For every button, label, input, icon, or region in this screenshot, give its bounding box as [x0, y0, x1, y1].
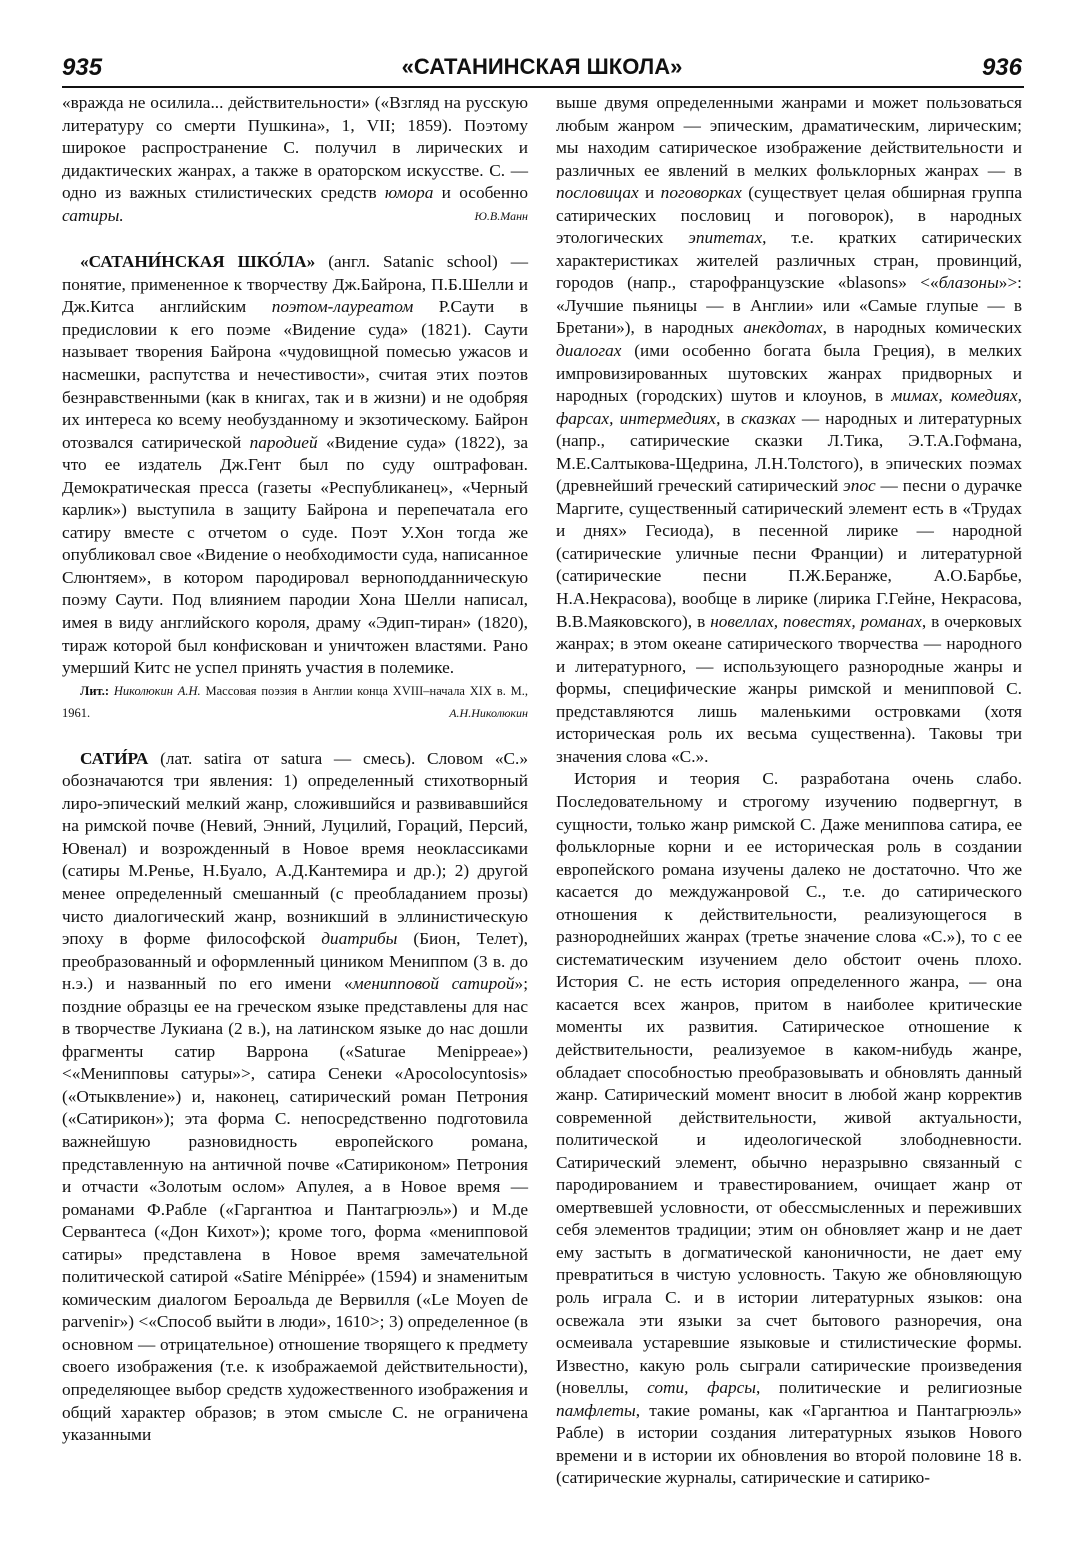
- text: , политические и религиозные: [756, 1378, 1023, 1398]
- term-link: сказках: [740, 408, 796, 428]
- running-title: «САТАНИНСКАЯ ШКОЛА»: [401, 54, 683, 79]
- page-number-right: 936: [981, 54, 1022, 81]
- term-link: поговорках: [660, 183, 742, 203]
- lit-text: Массовая поэзия в Англии конца XVIII–начала XIX в. М., 1961.: [62, 683, 528, 720]
- term-link: эпитетах: [688, 228, 763, 248]
- text: »>: «Лучшие пьяницы — в Англии» или «Самые глупые — в Бретани»), в народных: [556, 273, 1022, 338]
- entry-heading: «САТАНИ́НСКАЯ ШКО́ЛА»: [80, 252, 316, 272]
- paragraph-history-theory: [556, 768, 1022, 1490]
- text: (англ. Satanic school) — понятие, примененное к творчеству Дж.Байрона, П.Б.Шелли и Дж.Китса английским: [62, 252, 528, 317]
- text: — народных и литературных (напр., сатирические сказки Л.Тика, Э.Т.А.Гофмана, М.Е.Салтыкова-Щедрина, Л.Н.Толстого), в эпических поэмах (древнейший греческий сатирический: [556, 408, 1022, 496]
- text: и: [638, 183, 661, 203]
- lit-author: Николюкин А.Н.: [109, 683, 201, 698]
- term-link: юмора: [384, 183, 434, 203]
- term-link: диалогах: [556, 341, 622, 361]
- text: »; поздние образцы ее на греческом языке представлены для нас в творчестве Лукиана (2 в.), на латинском языке до нас дошли фрагменты сатир Варрона («Saturae Menippeae») <«Менипповы сатуры»>, сатира Сенеки «Apocolocyntosis» («Отыквление») и, наконец, сатирический роман Петрония («Сатирикон»); эта форма С. непосредственно подготовила важнейшую разновидность европейского романа, представленную на античной почве «Сатириконом» Петрония и отчасти «Золотым ослом» Апулея, а в Новое время — романами Ф.Рабле («Гаргантюа и Пантагрюэль») и М.де Сервантеса («Дон Кихот»); кроме того, форма «менипповой сатиры» представлена в Новое время замечательной политической сатирой «Satire Ménippée» (1594) и знаменитым комическим диалогом Бероальда де Вервилля («Le Moyen de parvenir») <«Способ выйти в люди», 1610>; 3) определенное (в основном — отрицательное) отношение творящего к предмету своего изображения (т.е. к изображаемой действительности), определяющее выбор средств художественного изображения и общий характер образов; в этом смысле С. не ограничена указанными: [62, 974, 528, 1445]
- text: Р.Саути в предисловии к его поэме «Видение суда» (1821). Саути называет творения Байрона «чудовищной помесью ужасов и насмешки, распутства и нечестивости», считая этих поэтов безнравственными (как в книгах, так и в жизни) и не одобряя их интереса ко всему необузданному и экзотическому. Байрон отозвался сатирической: [62, 297, 528, 452]
- paragraph-continued: [62, 92, 528, 227]
- entry-satanic-school: [62, 251, 528, 679]
- term-link: пародией: [249, 432, 318, 452]
- text: , в народных комических: [822, 318, 1022, 338]
- entry-heading: САТИ́РА: [80, 748, 149, 768]
- term-link: менипповой сатирой: [352, 974, 515, 994]
- term-link: поэтом-лауреатом: [271, 297, 414, 317]
- text: (существует целая обширная группа сатирических пословиц и поговорок), в народных этологических: [556, 183, 1023, 248]
- term-link: новеллах, повестях, романах: [710, 611, 922, 631]
- text: (лат. satira от satura — смесь). Словом «С.» обозначаются три явления: 1) определенный стихотворный лиро-эпический мелкий жанр, сложившийся и развивавшийся на римской почве (Невий, Энний, Луцилий, Гораций, Персий, Ювенал) и возрожденный в Новое время неоклассиками (сатиры М.Ренье, Н.Буало, А.Д.Кантемира и др.); 2) другой менее определенный смешанный (с преобладанием прозы) чисто диалогический жанр, возникший в эллинистическую эпоху в форме философской: [62, 748, 528, 949]
- left-column: [62, 92, 528, 1447]
- page-header: [62, 54, 1022, 94]
- term-link: блазоны: [938, 273, 999, 293]
- text: , в очерковых жанрах; в этом океане сатирического творчества — народного и литературного, — использующего разнородные жанры и формы, специфические жанры римской и менипповой С. представляются лишь маленькими островками (хотя историческая роль их весьма существенна). Таковы три значения слова «С.».: [556, 611, 1023, 766]
- text: «Видение суда» (1822), за что ее издатель Дж.Гент был по суду оштрафован. Демократическая пресса (газеты «Республиканец», «Черный карлик») выступила в защиту Байрона и перепечатала его сатиру вместе с отчетом о суде. Поэт У.Хон тогда же опубликовал свое «Видение о необходимости суда, написанное Слюнтяем», в котором пародировал верноподданническую поэму Саути. Под влиянием пародии Хона Шелли написал, имея в виду английского короля, драму «Эдип-тиран» (1820), тираж которой был конфискован и уничтожен властями. Рано умерший Китс не успел принять участия в полемике.: [62, 432, 528, 678]
- paragraph-continued: [556, 92, 1022, 768]
- page-number-left: 935: [62, 54, 103, 81]
- text: «вражда не осилила... действительности» («Взгляд на русскую литературу со смерти Пушкина», 1, VII; 1859). Поэтому широкое распространение С. получил в лирических и дидактических жанрах, а также в ораторском искусстве. С. — одно из важных стилистических средств: [62, 93, 528, 203]
- term-link: эпос: [843, 476, 876, 496]
- entry-satire: [62, 748, 528, 1447]
- text: (ими особенно богата была Греция), в мелких импровизированных шутовских жанрах придворных и народных (городских) шутов и клоунов, в: [556, 341, 1022, 406]
- text: , такие романы, как «Гаргантюа и Пантагрюэль» Рабле) в истории создания литературных языков Нового времени и в истории их обновления во второй половине 18 в. (сатирические журналы, сатирические и сатирико-: [556, 1400, 1022, 1488]
- text: , в: [716, 408, 741, 428]
- lit-label: Лит.:: [80, 683, 110, 698]
- text: выше двумя определенными жанрами и может пользоваться любым жанром — эпическим, драматическим, лирическим; мы находим сатирическое изображение действительности и различных ее явлений в мелких фольклорных жанрах — в: [556, 93, 1022, 180]
- term-link: памфлеты: [556, 1400, 636, 1420]
- text: и особенно: [433, 183, 528, 203]
- term-link: диатрибы: [321, 929, 398, 949]
- term-link: пословицах: [556, 183, 639, 203]
- text: История и теория С. разработана очень слабо. Последовательному и строгому изучению подвергнут, в сущности, только жанр римской С. Даже мениппова сатира, ее фольклорные корни и ее историческая роль в создании европейского романа изучены далеко не достаточно. Что же касается до междужанровой С., т.е. до сатирического отношения к действительности, реализующегося в разнороднейших жанрах (третье значение слова «С.»), то с ее систематическим изучением дело обстоит очень плохо. История С. не есть история определенного жанра, — она касается всех жанров, притом в наиболее критические моменты их развития. Сатирическое отношение к действительности, реализуемое в каком-нибудь жанре, обладает способностью преобразовывать и обновлять данный жанр. Сатирический момент вносит в любой жанр корректив современной действительности, живой актуальности, политической и идеологической злободневности. Сатирический элемент, обычно неразрывно связанный с пародированием и травестированием, очищает жанр от омертвевшей условности, от обессмысленных и переживших себя элементов традиции; этим он обновляет жанр и не дает ему застыть в догматической каноничности, не дает ему превратиться в чистую условность. Такую же обновляющую роль играла С. и в истории литературных языков: она освежала эти языки за счет бытового разноречия, она осмеивала устаревшие языковые и стилистические формы. Известно, какую роль сыграли сатирические произведения (новеллы,: [556, 769, 1022, 1398]
- right-column: [556, 92, 1022, 1490]
- literature-reference: [62, 680, 528, 724]
- header-rule: [62, 86, 1024, 88]
- term-link: сатиры.: [62, 205, 124, 225]
- author-signature: А.Н.Николюкин: [449, 705, 528, 720]
- author-signature: Ю.В.Манн: [474, 208, 528, 223]
- term-link: анекдотах: [743, 318, 823, 338]
- text: — песни о дурачке Маргите, существенный сатирический элемент есть в «Трудах и днях» Гесиода), в песенной лирике — народной (сатирические уличные песни Франции) и литературной (сатирические песни П.Ж.Беранже, А.О.Барбье, Н.А.Некрасова), вообще в лирике (лирика Г.Гейне, Некрасова, В.В.Маяковского), в: [556, 476, 1022, 631]
- text: , т.е. кратких сатирических характеристиках жителей различных стран, провинций, городов (напр., старофранцузские «blasons» <«: [556, 228, 1022, 293]
- text: (Бион, Телет), преобразованный и оформленный циником Мениппом (3 в. до н.э.) и названный по его имени «: [62, 929, 528, 994]
- term-link: мимах, комедиях, фарсах, интермедиях: [556, 386, 1023, 428]
- term-link: соти, фарсы: [647, 1378, 757, 1398]
